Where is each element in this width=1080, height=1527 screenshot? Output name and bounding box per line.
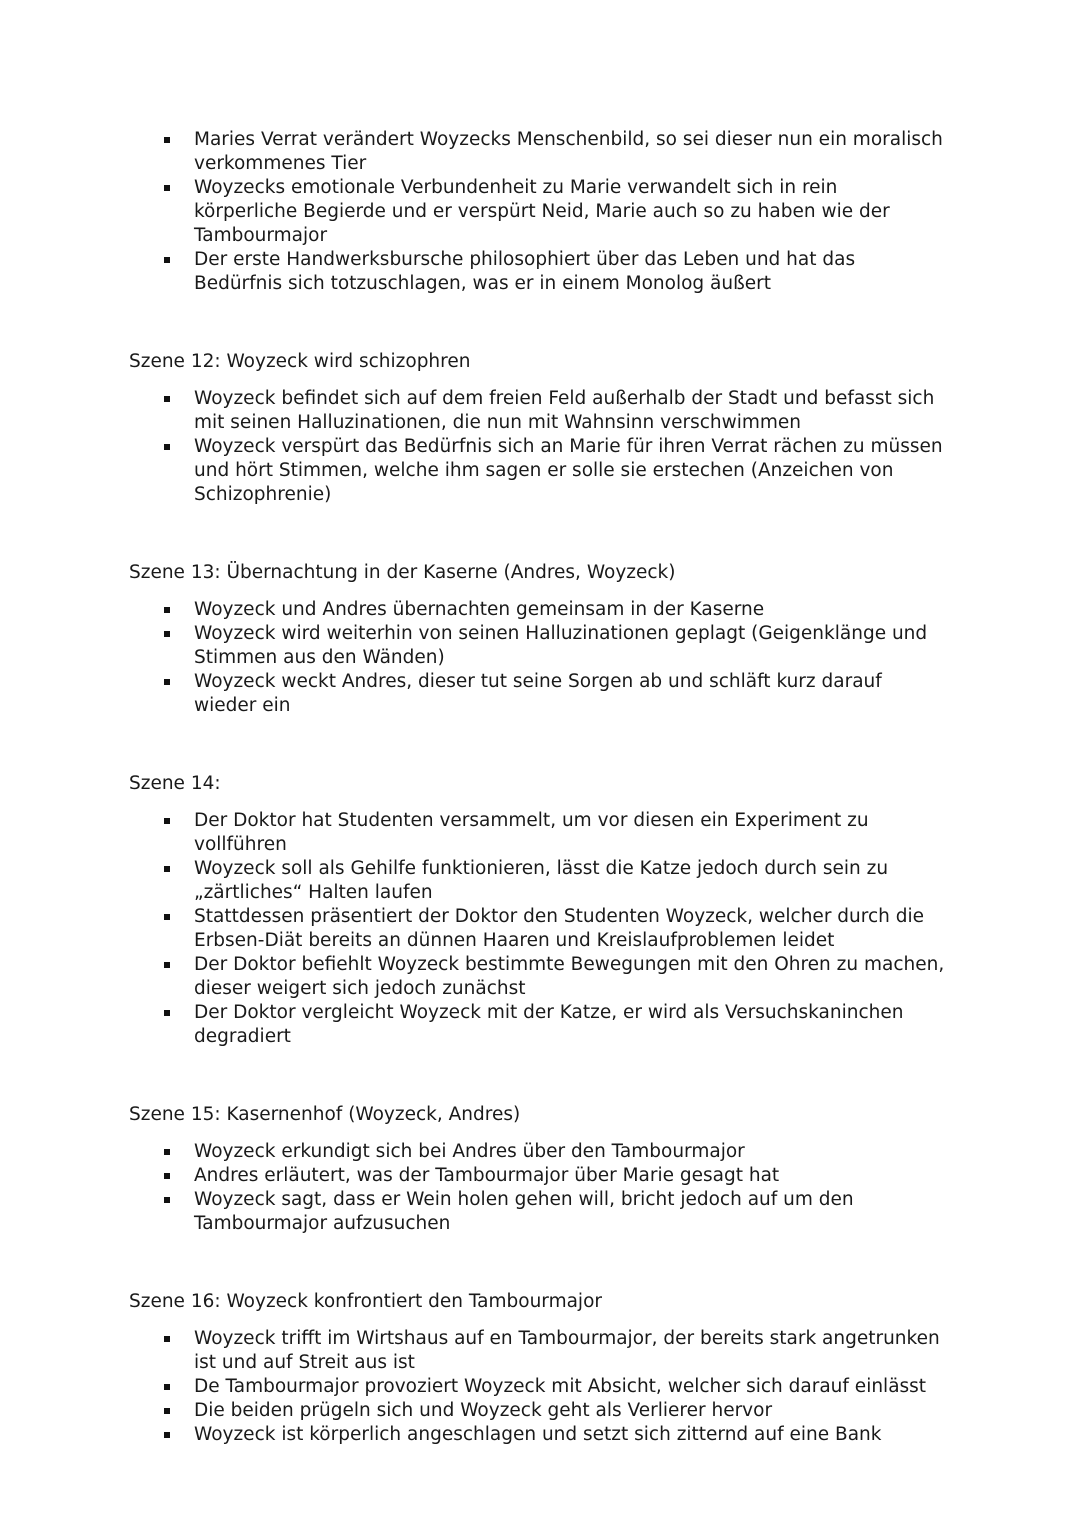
- bullet-item: Stattdessen präsentiert der Doktor den Studenten Woyzeck, welcher durch die Erbsen-Diät bereits an dünnen Haaren und Kreislaufproblemen leidet: [194, 905, 946, 953]
- bullet-item: De Tambourmajor provoziert Woyzeck mit Absicht, welcher sich darauf einlässt: [194, 1375, 946, 1399]
- bullet-list: [0, 387, 1080, 507]
- bullet-item: Woyzeck soll als Gehilfe funktionieren, lässt die Katze jedoch durch sein zu „zärtliches“ Halten laufen: [194, 857, 946, 905]
- document-page: [0, 128, 1080, 1447]
- bullet-item: Die beiden prügeln sich und Woyzeck geht als Verlierer hervor: [194, 1399, 946, 1423]
- bullet-item: Woyzecks emotionale Verbundenheit zu Marie verwandelt sich in rein körperliche Begierde und er verspürt Neid, Marie auch so zu haben wie der Tambourmajor: [194, 176, 946, 248]
- bullet-list: [0, 809, 1080, 1049]
- section-szene-15: [0, 1103, 1080, 1236]
- bullet-item: Der Doktor befiehlt Woyzeck bestimmte Bewegungen mit den Ohren zu machen, dieser weigert sich jedoch zunächst: [194, 954, 945, 999]
- bullet-item: Woyzeck befindet sich auf dem freien Feld außerhalb der Stadt und befasst sich mit seinen Halluzinationen, die nun mit Wahnsinn verschwimmen: [194, 387, 946, 435]
- bullet-item: Woyzeck weckt Andres, dieser tut seine Sorgen ab und schläft kurz darauf wieder ein: [194, 670, 946, 718]
- bullet-item: Der Doktor hat Studenten versammelt, um vor diesen ein Experiment zu vollführen: [194, 809, 946, 857]
- bullet-item: Maries Verrat verändert Woyzecks Menschenbild, so sei dieser nun ein moralisch verkommenes Tier: [194, 128, 946, 176]
- section-heading: Szene 12: Woyzeck wird schizophren: [129, 351, 471, 372]
- bullet-item: Woyzeck trifft im Wirtshaus auf en Tambourmajor, der bereits stark angetrunken ist und auf Streit aus ist: [194, 1327, 946, 1375]
- bullet-list: [0, 598, 1080, 718]
- bullet-item: Woyzeck sagt, dass er Wein holen gehen will, bricht jedoch auf um den Tambourmajor aufzusuchen: [194, 1188, 946, 1236]
- bullet-item: Andres erläutert, was der Tambourmajor über Marie gesagt hat: [194, 1164, 946, 1188]
- bullet-item: Woyzeck und Andres übernachten gemeinsam in der Kaserne: [194, 598, 946, 622]
- bullet-list: [0, 1327, 1080, 1447]
- bullet-list: [0, 128, 1080, 296]
- bullet-item: Woyzeck wird weiterhin von seinen Halluzinationen geplagt (Geigenklänge und Stimmen aus den Wänden): [194, 622, 946, 670]
- section-heading: Szene 14:: [129, 773, 221, 794]
- section-szene-14: [0, 772, 1080, 1049]
- bullet-item: Woyzeck ist körperlich angeschlagen und setzt sich zitternd auf eine Bank: [194, 1423, 946, 1447]
- bullet-item: Woyzeck verspürt das Bedürfnis sich an Marie für ihren Verrat rächen zu müssen und hört Stimmen, welche ihm sagen er solle sie erstechen (Anzeichen von Schizophrenie): [194, 435, 946, 507]
- section-heading: Szene 16: Woyzeck konfrontiert den Tambourmajor: [129, 1291, 602, 1312]
- section-szene-12: [0, 350, 1080, 507]
- section-szene-13: [0, 561, 1080, 718]
- section-continuation: [0, 128, 1080, 296]
- section-szene-16: [0, 1290, 1080, 1447]
- bullet-list: [0, 1140, 1080, 1236]
- bullet-item: Der Doktor vergleicht Woyzeck mit der Katze, er wird als Versuchskaninchen degradiert: [194, 1001, 946, 1049]
- section-heading: Szene 15: Kasernenhof (Woyzeck, Andres): [129, 1104, 521, 1125]
- bullet-item: Der erste Handwerksbursche philosophiert über das Leben und hat das Bedürfnis sich totzuschlagen, was er in einem Monolog äußert: [194, 248, 946, 296]
- bullet-item: Woyzeck erkundigt sich bei Andres über den Tambourmajor: [194, 1140, 946, 1164]
- section-heading: Szene 13: Übernachtung in der Kaserne (Andres, Woyzeck): [129, 562, 676, 583]
